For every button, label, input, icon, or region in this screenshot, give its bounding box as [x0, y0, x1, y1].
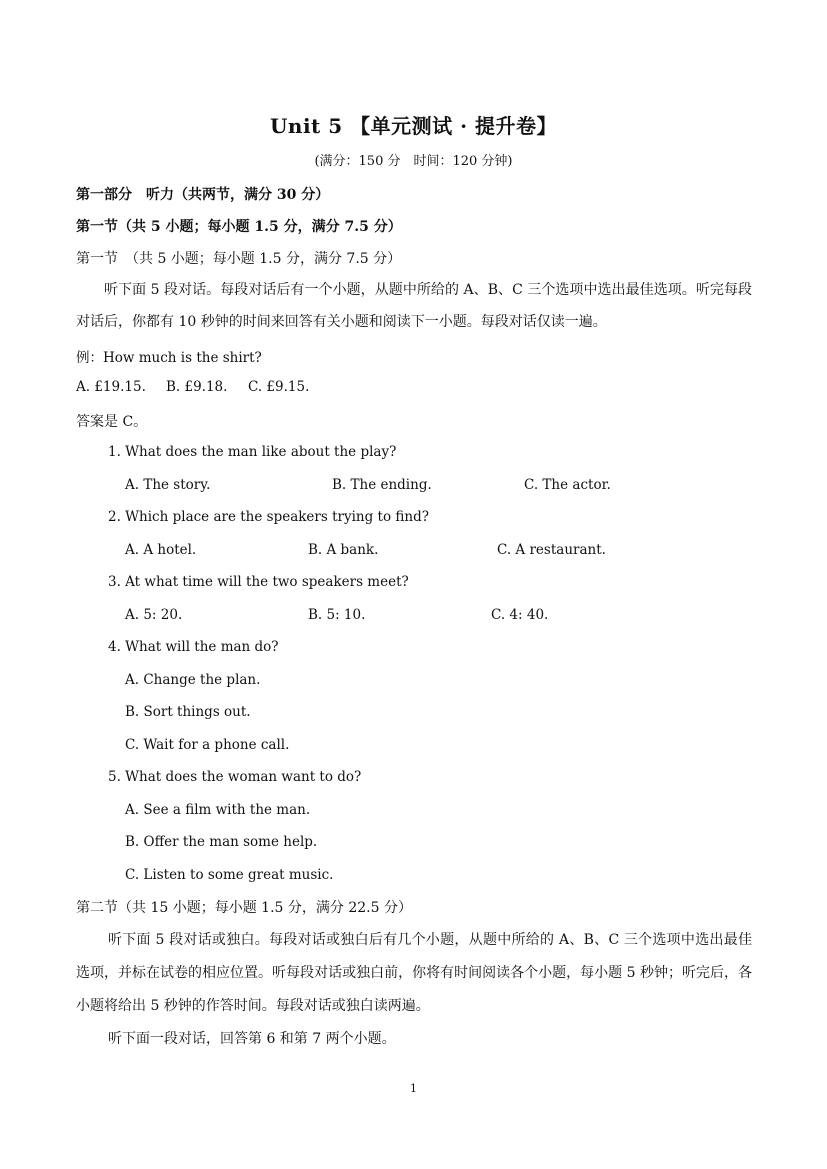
q1-option-a: A. The story.	[125, 477, 211, 493]
q5-option-c: C. Listen to some great music.	[125, 867, 334, 883]
part1-heading: 第一部分 听力（共两节，满分 30 分）	[76, 187, 330, 203]
page-number: 1	[410, 1082, 417, 1095]
q4-option-b: B. Sort things out.	[125, 704, 251, 720]
q2-option-b: B. A bank.	[308, 542, 379, 558]
section1-heading-bold: 第一节（共 5 小题；每小题 1.5 分，满分 7.5 分）	[76, 219, 402, 235]
section2-heading: 第二节（共 15 小题；每小题 1.5 分，满分 22.5 分）	[76, 900, 412, 916]
question-5: 5. What does the woman want to do?	[108, 769, 362, 785]
q5-option-a: A. See a film with the man.	[125, 802, 311, 818]
page-title: Unit 5 【单元测试 · 提升卷】	[269, 114, 558, 138]
example-question: 例：How much is the shirt?	[76, 350, 262, 366]
q2-option-a: A. A hotel.	[125, 542, 197, 558]
question-2: 2. Which place are the speakers trying to find?	[108, 509, 429, 525]
example-option-c: C. £9.15.	[248, 379, 310, 395]
example-option-a: A. £19.15.	[76, 379, 146, 395]
section2-next-instruction: 听下面一段对话，回答第 6 和第 7 两个小题。	[108, 1031, 396, 1047]
q3-option-c: C. 4: 40.	[491, 607, 549, 623]
q3-option-b: B. 5: 10.	[308, 607, 366, 623]
q1-option-b: B. The ending.	[332, 477, 432, 493]
q3-option-a: A. 5: 20.	[125, 607, 183, 623]
q2-option-c: C. A restaurant.	[497, 542, 606, 558]
q4-option-c: C. Wait for a phone call.	[125, 737, 290, 753]
example-option-b: B. £9.18.	[166, 379, 228, 395]
section1-instructions: 听下面 5 段对话。每段对话后有一个小题，从题中所给的 A、B、C 三个选项中选出最佳选项。听完每段对话后，你都有 10 秒钟的时间来回答有关小题和阅读下一小题。每段对话仅读一遍。	[76, 282, 752, 330]
q4-option-a: A. Change the plan.	[125, 672, 261, 688]
question-3: 3. At what time will the two speakers meet?	[108, 574, 409, 590]
question-1: 1. What does the man like about the play?	[108, 444, 397, 460]
section2-instructions: 听下面 5 段对话或独白。每段对话或独白后有几个小题，从题中所给的 A、B、C 三个选项中选出最佳选项，并标在试卷的相应位置。听每段对话或独白前，你将有时间阅读各个小题，每小题 5 秒钟；听完后，各小题将给出 5 秒钟的作答时间。每段对话或独白读两遍。	[76, 932, 752, 1014]
question-4: 4. What will the man do?	[108, 639, 279, 655]
section1-heading: 第一节 （共 5 小题；每小题 1.5 分，满分 7.5 分）	[76, 251, 402, 267]
q1-option-c: C. The actor.	[524, 477, 611, 493]
exam-info: (满分：150 分 时间：120 分钟)	[314, 154, 513, 169]
q5-option-b: B. Offer the man some help.	[125, 834, 318, 850]
example-answer: 答案是 C。	[76, 414, 148, 430]
